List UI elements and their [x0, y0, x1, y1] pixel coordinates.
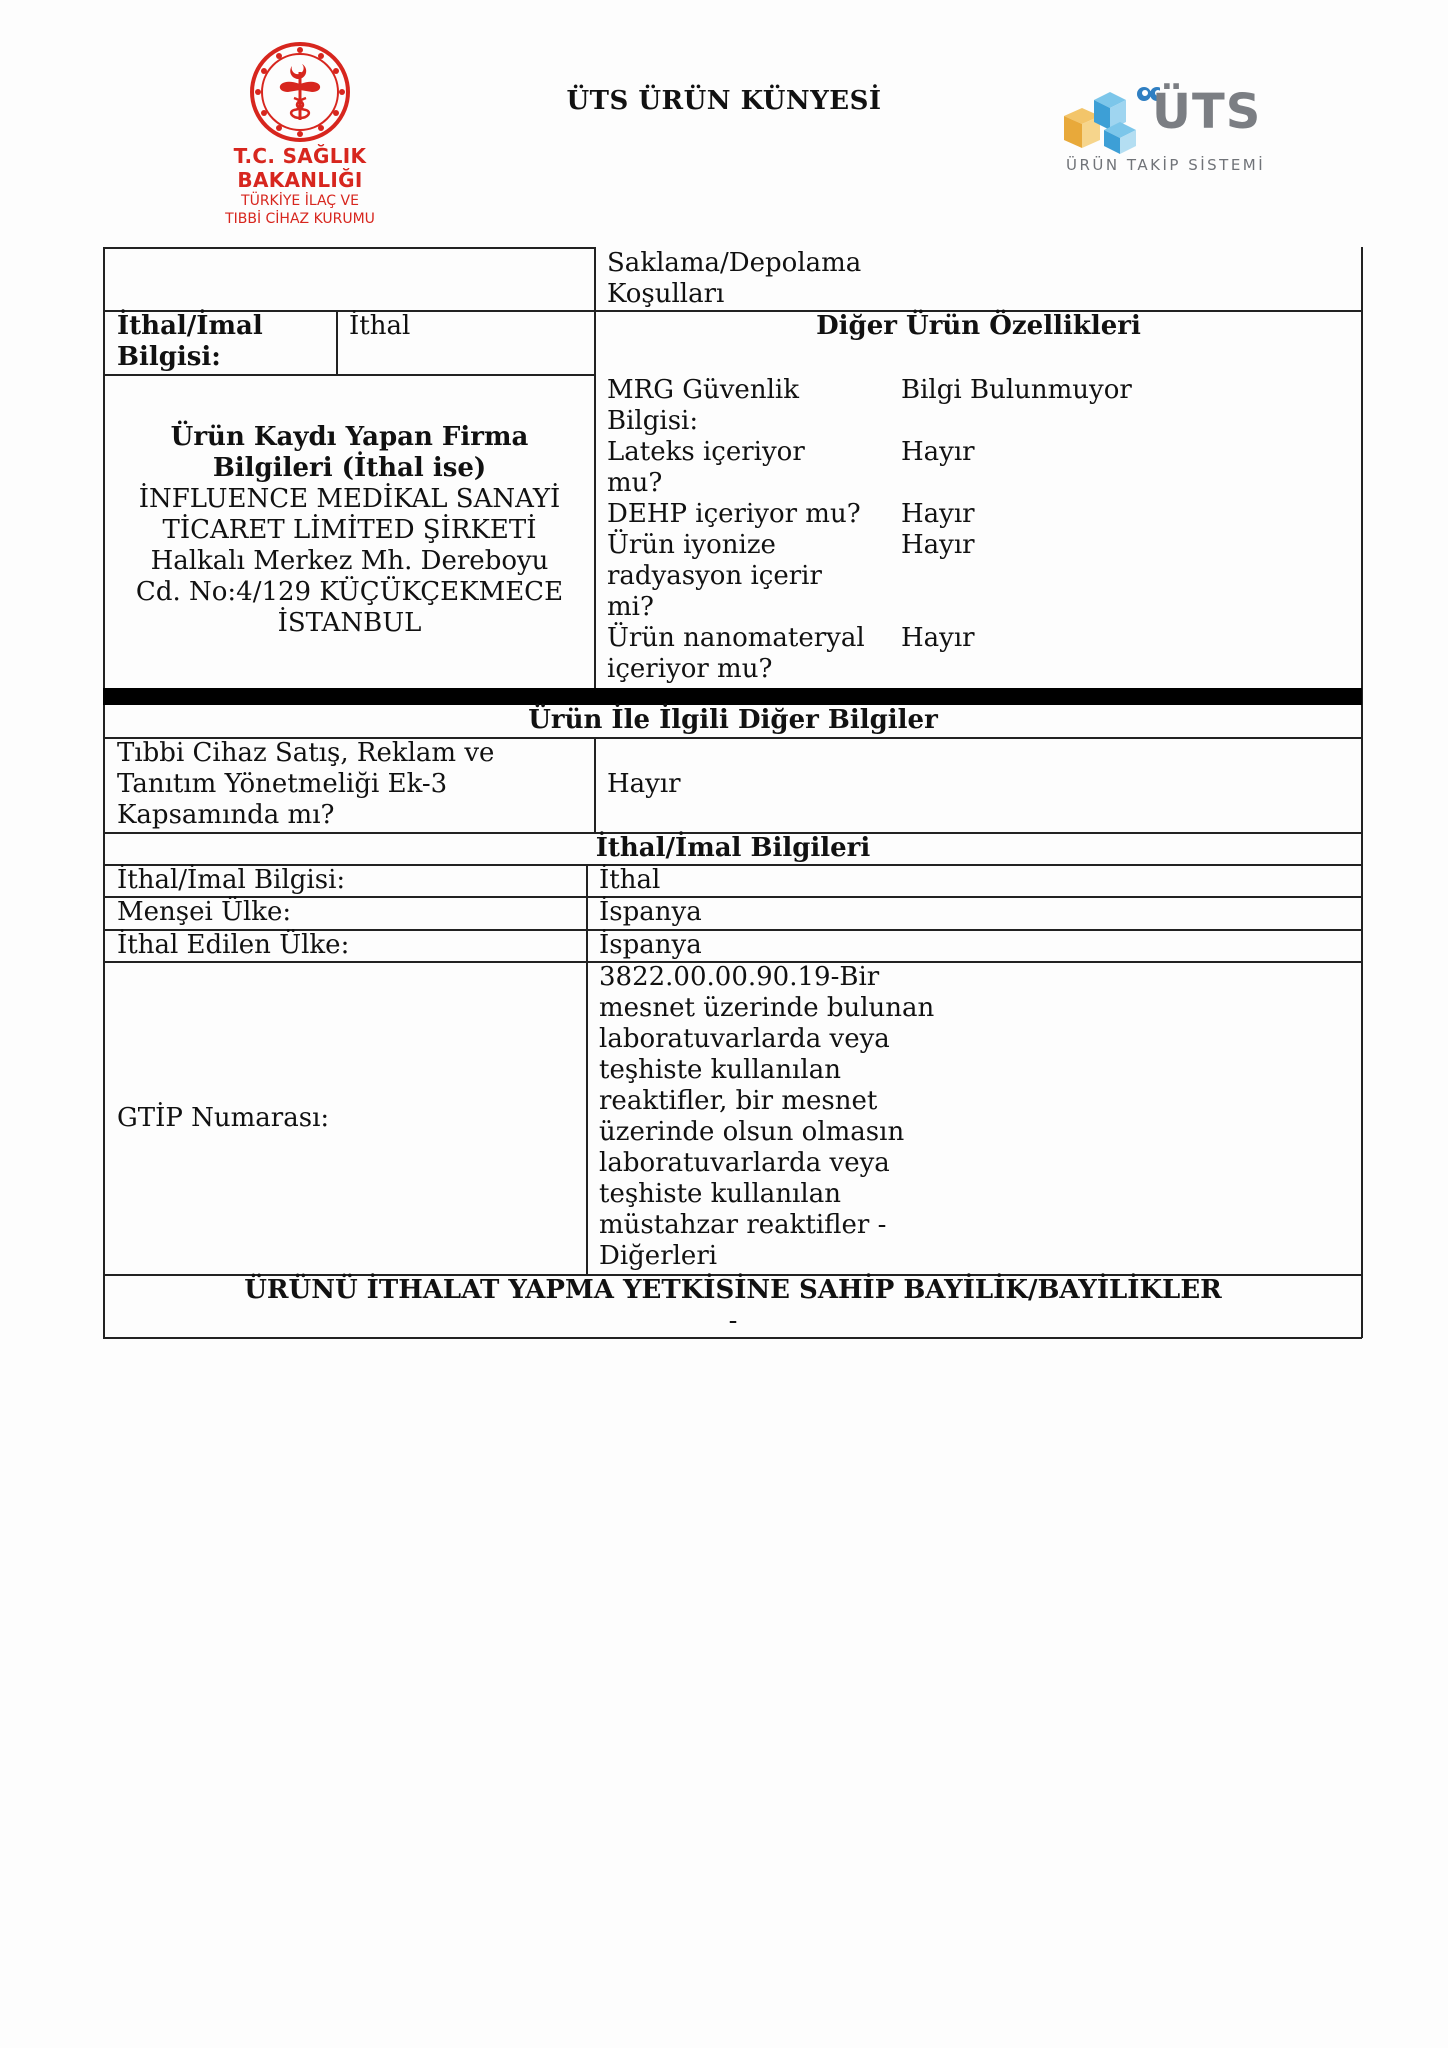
ionizing-label: mi? — [607, 592, 654, 622]
nano-label: Ürün nanomateryal — [607, 623, 865, 653]
mrg-label: MRG Güvenlik — [607, 375, 799, 405]
import-country-label: İthal Edilen Ülke: — [117, 930, 350, 960]
import-info-label: Bilgisi: — [117, 342, 221, 372]
ministry-subline: TÜRKİYE İLAÇ VE — [241, 193, 359, 209]
origin-country-value: İspanya — [599, 897, 702, 927]
import-info-label: İthal/İmal — [117, 311, 263, 341]
dealers-value: - — [728, 1306, 738, 1336]
ionizing-value: Hayır — [901, 530, 975, 560]
ek3-question: Tanıtım Yönetmeliği Ek-3 — [117, 769, 448, 799]
gtip-line: teşhiste kullanılan — [599, 1055, 841, 1085]
mrg-value: Bilgi Bulunmuyor — [901, 375, 1132, 405]
gtip-line: müstahzar reaktifler - — [599, 1210, 887, 1240]
table-border — [103, 247, 595, 249]
import-row-label: İthal/İmal Bilgisi: — [117, 865, 346, 895]
ministry-name: T.C. SAĞLIK BAKANLIĞI — [233, 144, 367, 192]
section-divider — [103, 688, 1362, 705]
uts-logo-subtitle: ÜRÜN TAKİP SİSTEMİ — [1066, 156, 1266, 174]
ministry-emblem-icon — [248, 40, 352, 144]
ionizing-label: Ürün iyonize — [607, 530, 776, 560]
import-section-heading: İthal/İmal Bilgileri — [595, 833, 871, 863]
firm-address-line: İSTANBUL — [277, 608, 422, 638]
import-country-value: İspanya — [599, 930, 702, 960]
ek3-question: Tıbbi Cihaz Satış, Reklam ve — [117, 738, 495, 768]
other-features-heading: Diğer Ürün Özellikleri — [816, 311, 1141, 341]
ek3-value: Hayır — [607, 769, 681, 799]
firm-address-line: TİCARET LİMİTED ŞİRKETİ — [162, 515, 537, 545]
dehp-label: DEHP içeriyor mu? — [607, 499, 861, 529]
ministry-logo — [170, 40, 430, 227]
ionizing-label: radyasyon içerir — [607, 561, 822, 591]
import-info-value: İthal — [349, 311, 411, 341]
dealers-heading: ÜRÜNÜ İTHALAT YAPMA YETKİSİNE SAHİP BAYİLİK/BAYİLİKLER — [244, 1275, 1222, 1305]
latex-label: mu? — [607, 468, 663, 498]
ministry-subline: TIBBİ CİHAZ KURUMU — [225, 211, 375, 227]
uts-logo — [1060, 78, 1280, 188]
latex-label: Lateks içeriyor — [607, 437, 805, 467]
origin-country-label: Menşei Ülke: — [117, 897, 292, 927]
table-border — [594, 737, 596, 832]
gtip-line: laboratuvarlarda veya — [599, 1148, 890, 1178]
gtip-line: Diğerleri — [599, 1241, 718, 1271]
gtip-line: reaktifler, bir mesnet — [599, 1086, 878, 1116]
ek3-question: Kapsamında mı? — [117, 800, 335, 830]
import-row-value: İthal — [599, 865, 661, 895]
other-info-heading: Ürün İle İlgili Diğer Bilgiler — [528, 705, 938, 735]
table-border — [103, 374, 595, 376]
gtip-line: üzerinde olsun olmasın — [599, 1117, 905, 1147]
firm-heading: Bilgileri (İthal ise) — [212, 453, 487, 483]
storage-label: Saklama/Depolama — [607, 248, 862, 278]
boxes-icon — [1060, 86, 1160, 156]
gtip-line: 3822.00.00.90.19-Bir — [599, 962, 880, 992]
firm-address-line: İNFLUENCE MEDİKAL SANAYİ — [138, 484, 561, 514]
firm-address-line: Halkalı Merkez Mh. Dereboyu — [150, 546, 549, 576]
gtip-line: laboratuvarlarda veya — [599, 1024, 890, 1054]
firm-address-line: Cd. No:4/129 KÜÇÜKÇEKMECE — [135, 577, 564, 607]
table-border — [586, 864, 588, 1274]
table-border — [336, 310, 338, 374]
nano-value: Hayır — [901, 623, 975, 653]
page-title: ÜTS ÜRÜN KÜNYESİ — [566, 86, 882, 116]
table-border — [103, 1337, 1362, 1339]
table-border — [103, 896, 1362, 898]
firm-heading: Ürün Kaydı Yapan Firma — [170, 422, 529, 452]
gtip-line: mesnet üzerinde bulunan — [599, 993, 935, 1023]
storage-label: Koşulları — [607, 279, 725, 309]
uts-logo-text: ÜTS — [1152, 84, 1262, 140]
table-border — [1361, 247, 1363, 1338]
table-border — [103, 247, 105, 1338]
gtip-line: teşhiste kullanılan — [599, 1179, 841, 1209]
mrg-label: Bilgisi: — [607, 406, 699, 436]
nano-label: içeriyor mu? — [607, 654, 773, 684]
latex-value: Hayır — [901, 437, 975, 467]
gtip-label: GTİP Numarası: — [117, 1103, 330, 1133]
dehp-value: Hayır — [901, 499, 975, 529]
